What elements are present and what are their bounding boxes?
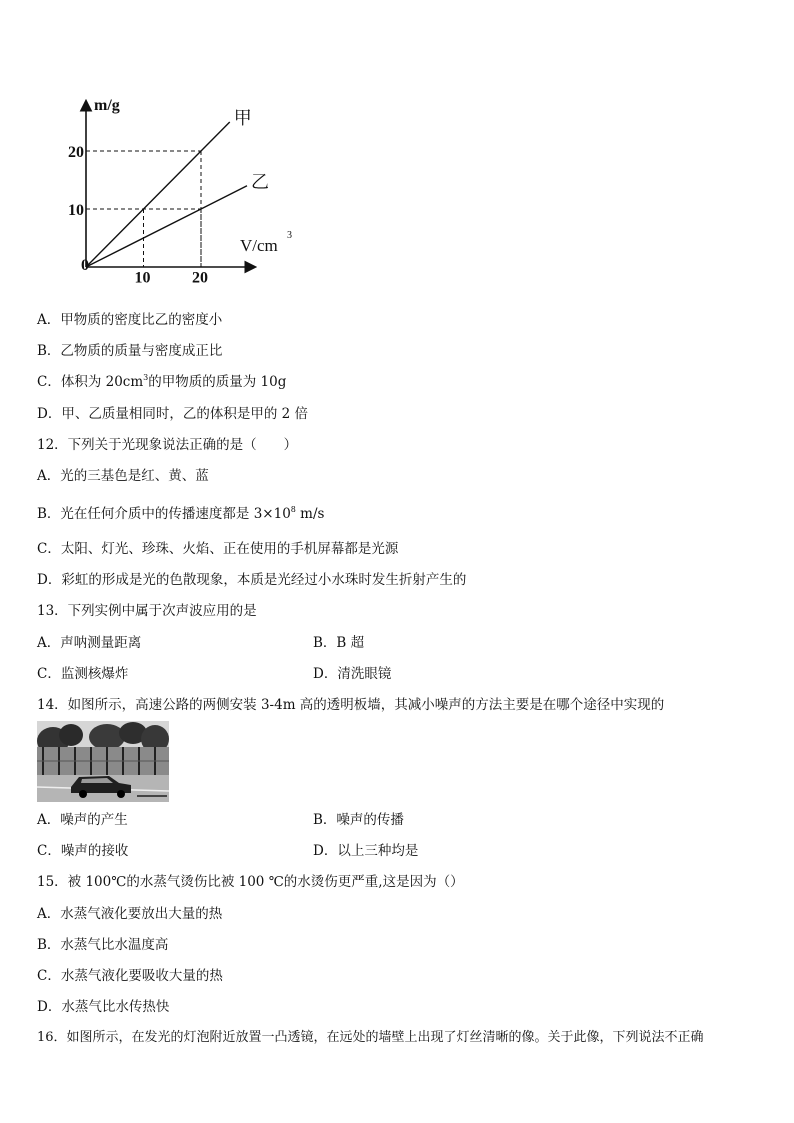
q11-option-d: D．甲、乙质量相同时，乙的体积是甲的 2 倍 bbox=[37, 406, 308, 422]
q14-option-b: B．噪声的传播 bbox=[313, 812, 404, 828]
q14-stem: 14．如图所示，高速公路的两侧安装 3-4m 高的透明板墙，其减小噪声的方法主要是在哪个途径中实现的 bbox=[37, 697, 665, 713]
q15-option-c: C．水蒸气液化要吸收大量的热 bbox=[37, 968, 223, 984]
origin-label: 0 bbox=[81, 257, 89, 274]
series-name-0: 甲 bbox=[233, 108, 252, 128]
q12-option-b-pre: B．光在任何介质中的传播速度都是 3×10 bbox=[37, 506, 291, 522]
q12-option-c: C．太阳、灯光、珍珠、火焰、正在使用的手机屏幕都是光源 bbox=[37, 541, 399, 557]
q11-option-b: B．乙物质的质量与密度成正比 bbox=[37, 343, 223, 359]
y-tick-label-1: 20 bbox=[68, 144, 84, 161]
q12-option-b-sup: 8 bbox=[290, 505, 296, 514]
q11-option-c-pre: C．体积为 20cm bbox=[37, 374, 144, 390]
mass-volume-graph bbox=[68, 86, 308, 287]
q12-option-b bbox=[37, 505, 324, 523]
series-line-0 bbox=[86, 122, 230, 267]
q11-option-a: A．甲物质的密度比乙的密度小 bbox=[37, 312, 223, 328]
mass-volume-chart bbox=[68, 86, 308, 287]
q15-stem: 15．被 100℃的水蒸气烫伤比被 100 ℃的水烫伤更严重,这是因为（） bbox=[37, 874, 464, 890]
x-axis-label: V/cm bbox=[240, 236, 278, 255]
q13-option-d: D．清洗眼镜 bbox=[313, 666, 392, 682]
q12-option-a: A．光的三基色是红、黄、蓝 bbox=[37, 468, 209, 484]
series-line-1 bbox=[86, 186, 247, 267]
y-tick-label-0: 10 bbox=[68, 202, 84, 219]
q12-stem: 12．下列关于光现象说法正确的是（ ） bbox=[37, 437, 298, 453]
y-axis-label: m/g bbox=[94, 97, 120, 114]
series-name-1: 乙 bbox=[251, 171, 269, 192]
x-axis-label-sup: 3 bbox=[287, 230, 292, 241]
q15-option-b: B．水蒸气比水温度高 bbox=[37, 937, 169, 953]
q12-option-d: D．彩虹的形成是光的色散现象，本质是光经过小水珠时发生折射产生的 bbox=[37, 572, 467, 588]
q15-option-a: A．水蒸气液化要放出大量的热 bbox=[37, 906, 223, 922]
q13-option-a: A．声呐测量距离 bbox=[37, 635, 142, 651]
q13-option-c: C．监测核爆炸 bbox=[37, 666, 129, 682]
q11-option-c-post: 的甲物质的质量为 10g bbox=[148, 374, 287, 390]
x-tick-label-0: 10 bbox=[134, 269, 151, 287]
q15-option-d: D．水蒸气比水传热快 bbox=[37, 999, 170, 1015]
q16-stem: 16．如图所示，在发光的灯泡附近放置一凸透镜，在远处的墙壁上出现了灯丝清晰的像。关于此像，下列说法不正确 bbox=[37, 1030, 704, 1045]
q14-option-c: C．噪声的接收 bbox=[37, 843, 129, 859]
q14-option-a: A．噪声的产生 bbox=[37, 812, 128, 828]
q12-option-b-post: m/s bbox=[295, 506, 325, 522]
q13-option-b: B．B 超 bbox=[313, 635, 365, 651]
highway-sound-barrier-photo bbox=[37, 721, 169, 802]
q11-option-c bbox=[37, 373, 286, 391]
q14-option-d: D．以上三种均是 bbox=[313, 843, 419, 859]
x-tick-label-1: 20 bbox=[192, 269, 208, 287]
q13-stem: 13．下列实例中属于次声波应用的是 bbox=[37, 603, 257, 619]
q11-option-c-sup: 3 bbox=[143, 373, 149, 382]
